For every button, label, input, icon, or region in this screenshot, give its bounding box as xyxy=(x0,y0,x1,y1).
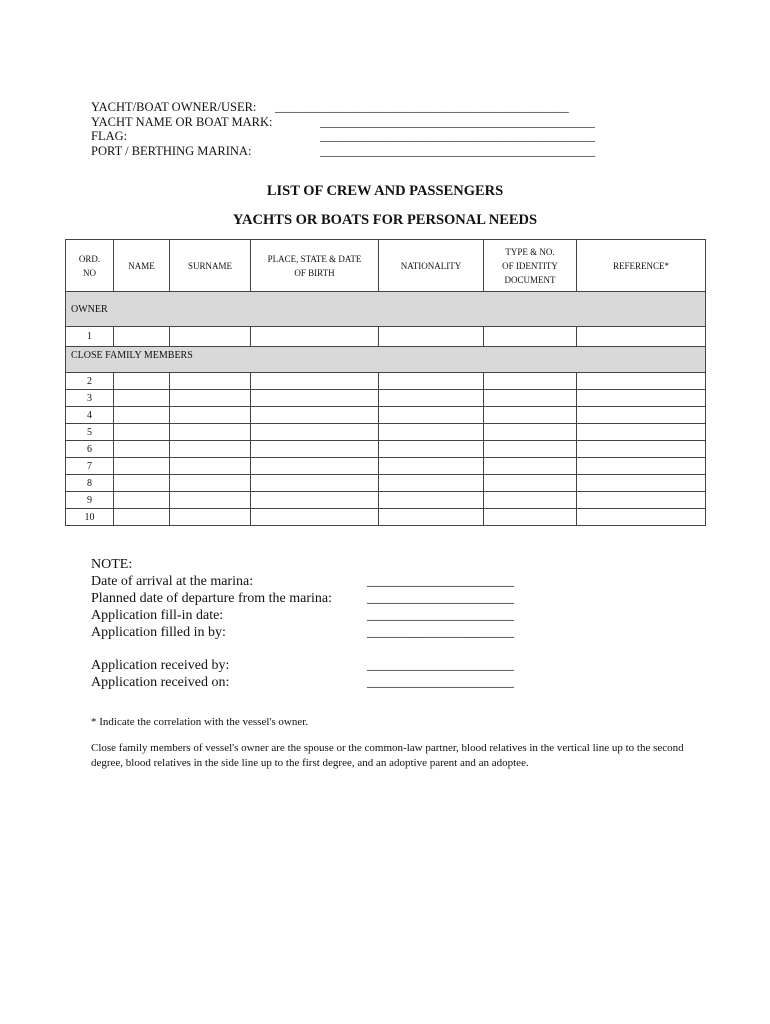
owner-section-label: OWNER xyxy=(66,292,706,327)
table-row xyxy=(66,475,706,492)
flag-field xyxy=(91,129,595,144)
reference-cell[interactable] xyxy=(577,492,706,509)
nationality-cell[interactable] xyxy=(379,424,484,441)
received-by-line[interactable]: _____________________ xyxy=(367,658,514,673)
col-surname: SURNAME xyxy=(170,240,251,292)
flag-input-line[interactable]: ____________________________________________ xyxy=(320,129,595,143)
nationality-cell[interactable] xyxy=(379,373,484,390)
document-cell[interactable] xyxy=(484,373,577,390)
col-ord-line1: ORD. xyxy=(78,253,101,264)
nationality-cell[interactable] xyxy=(379,458,484,475)
place-cell[interactable] xyxy=(251,424,379,441)
place-cell[interactable] xyxy=(251,327,379,347)
col-place-line1: PLACE, STATE & DATE xyxy=(267,253,362,264)
row-number: 3 xyxy=(66,390,114,407)
header-fields xyxy=(91,100,595,158)
nationality-cell[interactable] xyxy=(379,509,484,526)
received-on-label: Application received on: xyxy=(91,675,230,690)
marina-input-line[interactable]: ____________________________________________ xyxy=(320,143,595,158)
document-cell[interactable] xyxy=(484,475,577,492)
place-cell[interactable] xyxy=(251,492,379,509)
filled-by-field xyxy=(91,624,514,641)
reference-cell[interactable] xyxy=(577,373,706,390)
place-cell[interactable] xyxy=(251,475,379,492)
table-row xyxy=(66,407,706,424)
table-row xyxy=(66,373,706,390)
row-number: 7 xyxy=(66,458,114,475)
surname-cell[interactable] xyxy=(170,458,251,475)
table-row xyxy=(66,390,706,407)
name-cell[interactable] xyxy=(114,509,170,526)
departure-date-field xyxy=(91,590,514,607)
nationality-cell[interactable] xyxy=(379,475,484,492)
arrival-date-field xyxy=(91,573,514,590)
col-place-line2: OF BIRTH xyxy=(294,267,335,278)
owner-field xyxy=(91,100,569,115)
nationality-cell[interactable] xyxy=(379,441,484,458)
reference-cell[interactable] xyxy=(577,441,706,458)
name-cell[interactable] xyxy=(114,327,170,347)
reference-cell[interactable] xyxy=(577,424,706,441)
note-section xyxy=(91,556,514,691)
fill-in-date-line[interactable]: _____________________ xyxy=(367,608,514,623)
row-number: 9 xyxy=(66,492,114,509)
col-type-line1: TYPE & NO. xyxy=(505,246,555,257)
reference-cell[interactable] xyxy=(577,327,706,347)
name-cell[interactable] xyxy=(114,458,170,475)
yacht-name-input-line[interactable]: ____________________________________________ xyxy=(320,114,595,129)
col-type-line2: OF IDENTITY xyxy=(502,260,558,271)
family-section-label: CLOSE FAMILY MEMBERS xyxy=(66,347,706,373)
place-cell[interactable] xyxy=(251,509,379,526)
name-cell[interactable] xyxy=(114,492,170,509)
document-subtitle: YACHTS OR BOATS FOR PERSONAL NEEDS xyxy=(232,212,538,228)
reference-footnote: * Indicate the correlation with the vessel's owner. xyxy=(91,716,309,728)
col-name: NAME xyxy=(114,240,170,292)
document-cell[interactable] xyxy=(484,327,577,347)
received-by-label: Application received by: xyxy=(91,658,230,673)
family-section-row xyxy=(66,347,706,373)
received-on-field xyxy=(91,674,514,691)
place-cell[interactable] xyxy=(251,407,379,424)
document-cell[interactable] xyxy=(484,458,577,475)
note-heading: NOTE: xyxy=(91,557,133,572)
row-number: 6 xyxy=(66,441,114,458)
table-row xyxy=(66,441,706,458)
owner-input-line[interactable]: _______________________________________________ xyxy=(275,100,569,114)
col-ord-line2: NO xyxy=(83,267,96,278)
row-number: 8 xyxy=(66,475,114,492)
departure-date-label: Planned date of departure from the marina: xyxy=(91,591,333,606)
table-row xyxy=(66,458,706,475)
name-cell[interactable] xyxy=(114,424,170,441)
document-cell[interactable] xyxy=(484,390,577,407)
surname-cell[interactable] xyxy=(170,327,251,347)
family-definition-footnote: Close family members of vessel's owner are the spouse or the common-law partner, blood relatives in the vertical line up to the second degree, blood relatives in the side line up to the first degree, and an adoptive parent and an adoptee. xyxy=(91,742,684,769)
col-nationality: NATIONALITY xyxy=(379,240,484,292)
surname-cell[interactable] xyxy=(170,509,251,526)
arrival-date-line[interactable]: _____________________ xyxy=(367,574,514,589)
owner-label: YACHT/BOAT OWNER/USER: xyxy=(91,100,257,114)
nationality-cell[interactable] xyxy=(379,390,484,407)
table-row xyxy=(66,509,706,526)
nationality-cell[interactable] xyxy=(379,492,484,509)
place-cell[interactable] xyxy=(251,458,379,475)
nationality-cell[interactable] xyxy=(379,327,484,347)
yacht-name-field xyxy=(91,114,595,130)
reference-cell[interactable] xyxy=(577,407,706,424)
place-cell[interactable] xyxy=(251,441,379,458)
surname-cell[interactable] xyxy=(170,373,251,390)
col-place-of-birth xyxy=(251,240,379,292)
document-title: LIST OF CREW AND PASSENGERS xyxy=(266,183,504,199)
reference-cell[interactable] xyxy=(577,475,706,492)
document-cell[interactable] xyxy=(484,441,577,458)
received-by-field xyxy=(91,657,514,674)
surname-cell[interactable] xyxy=(170,424,251,441)
name-cell[interactable] xyxy=(114,390,170,407)
table-row xyxy=(66,424,706,441)
name-cell[interactable] xyxy=(114,407,170,424)
row-number: 10 xyxy=(66,509,114,526)
surname-cell[interactable] xyxy=(170,407,251,424)
surname-cell[interactable] xyxy=(170,441,251,458)
col-type-line3: DOCUMENT xyxy=(504,274,556,285)
marina-label: PORT / BERTHING MARINA: xyxy=(91,143,252,158)
document-cell[interactable] xyxy=(484,492,577,509)
name-cell[interactable] xyxy=(114,373,170,390)
col-ord-no xyxy=(66,240,114,292)
owner-section-row xyxy=(66,292,706,327)
departure-date-line[interactable]: _____________________ xyxy=(367,591,514,606)
reference-cell[interactable] xyxy=(577,390,706,407)
col-reference: REFERENCE* xyxy=(577,240,706,292)
surname-cell[interactable] xyxy=(170,390,251,407)
row-number: 2 xyxy=(66,373,114,390)
nationality-cell[interactable] xyxy=(379,407,484,424)
col-identity-document xyxy=(484,240,577,292)
table-row xyxy=(66,492,706,509)
reference-cell[interactable] xyxy=(577,458,706,475)
fill-in-date-label: Application fill-in date: xyxy=(91,608,224,623)
place-cell[interactable] xyxy=(251,390,379,407)
name-cell[interactable] xyxy=(114,475,170,492)
document-cell[interactable] xyxy=(484,424,577,441)
table-header-row xyxy=(66,240,706,292)
flag-label: FLAG: xyxy=(91,129,128,143)
arrival-date-label: Date of arrival at the marina: xyxy=(91,574,254,589)
yacht-name-label: YACHT NAME OR BOAT MARK: xyxy=(91,114,273,129)
row-number: 1 xyxy=(66,327,114,347)
note-spacer xyxy=(91,641,332,657)
received-on-line[interactable]: _____________________ xyxy=(367,675,514,690)
table-row xyxy=(66,327,706,347)
row-number: 4 xyxy=(66,407,114,424)
fill-in-date-field xyxy=(91,607,514,624)
filled-by-line[interactable]: _____________________ xyxy=(367,625,514,640)
row-number: 5 xyxy=(66,424,114,441)
marina-field xyxy=(91,143,595,159)
surname-cell[interactable] xyxy=(170,475,251,492)
name-cell[interactable] xyxy=(114,441,170,458)
document-cell[interactable] xyxy=(484,509,577,526)
crew-table xyxy=(65,239,706,526)
place-cell[interactable] xyxy=(251,373,379,390)
document-cell[interactable] xyxy=(484,407,577,424)
filled-by-label: Application filled in by: xyxy=(91,625,226,640)
reference-cell[interactable] xyxy=(577,509,706,526)
surname-cell[interactable] xyxy=(170,492,251,509)
